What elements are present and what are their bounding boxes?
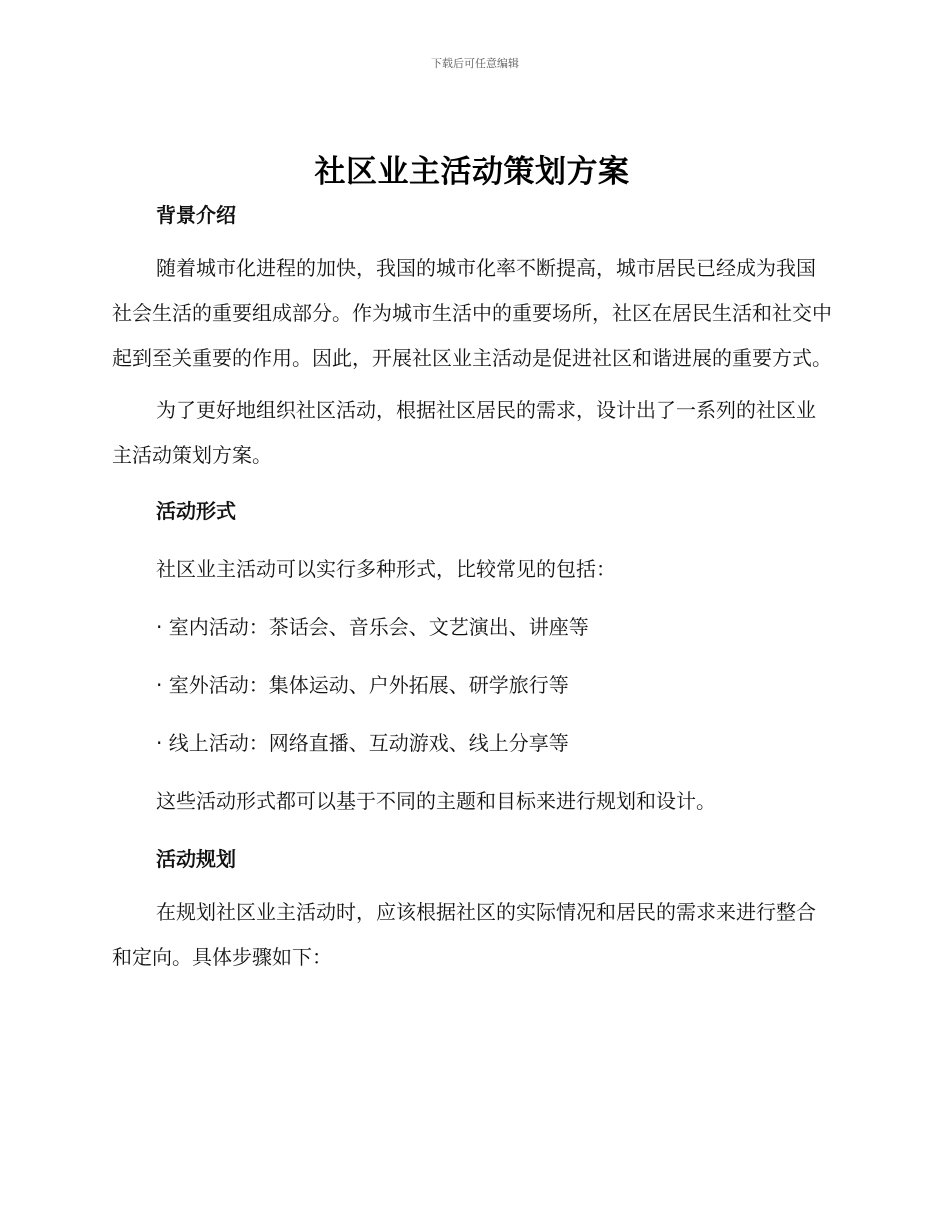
forms-bullet-indoor: · 室内活动：茶话会、音乐会、文艺演出、讲座等 [156, 615, 589, 639]
background-paragraph-2: 为了更好地组织社区活动，根据社区居民的需求，设计出了一系列的社区业主活动策划方案。 [112, 398, 816, 467]
forms-bullet-outdoor: · 室外活动：集体运动、户外拓展、研学旅行等 [156, 673, 569, 697]
section-heading-background: 背景介绍 [156, 203, 236, 227]
page-header-note: 下载后可任意编辑 [431, 57, 519, 70]
planning-paragraph: 在规划社区业主活动时，应该根据社区的实际情况和居民的需求来进行整合和定向。具体步骤如下： [112, 900, 816, 969]
document-title: 社区业主活动策划方案 [314, 154, 630, 190]
section-heading-planning: 活动规划 [156, 847, 236, 871]
section-heading-forms: 活动形式 [156, 499, 236, 523]
document-body [112, 150, 832, 980]
forms-summary: 这些活动形式都可以基于不同的主题和目标来进行规划和设计。 [156, 789, 716, 813]
forms-intro: 社区业主活动可以实行多种形式，比较常见的包括： [156, 557, 616, 581]
forms-bullet-online: · 线上活动：网络直播、互动游戏、线上分享等 [156, 731, 569, 755]
background-paragraph-1: 随着城市化进程的加快，我国的城市化率不断提高，城市居民已经成为我国社会生活的重要组成部分。作为城市生活中的重要场所，社区在居民生活和社交中起到至关重要的作用。因此，开展社区业主活动是促进社区和谐进展的重要方式。 [112, 256, 832, 370]
